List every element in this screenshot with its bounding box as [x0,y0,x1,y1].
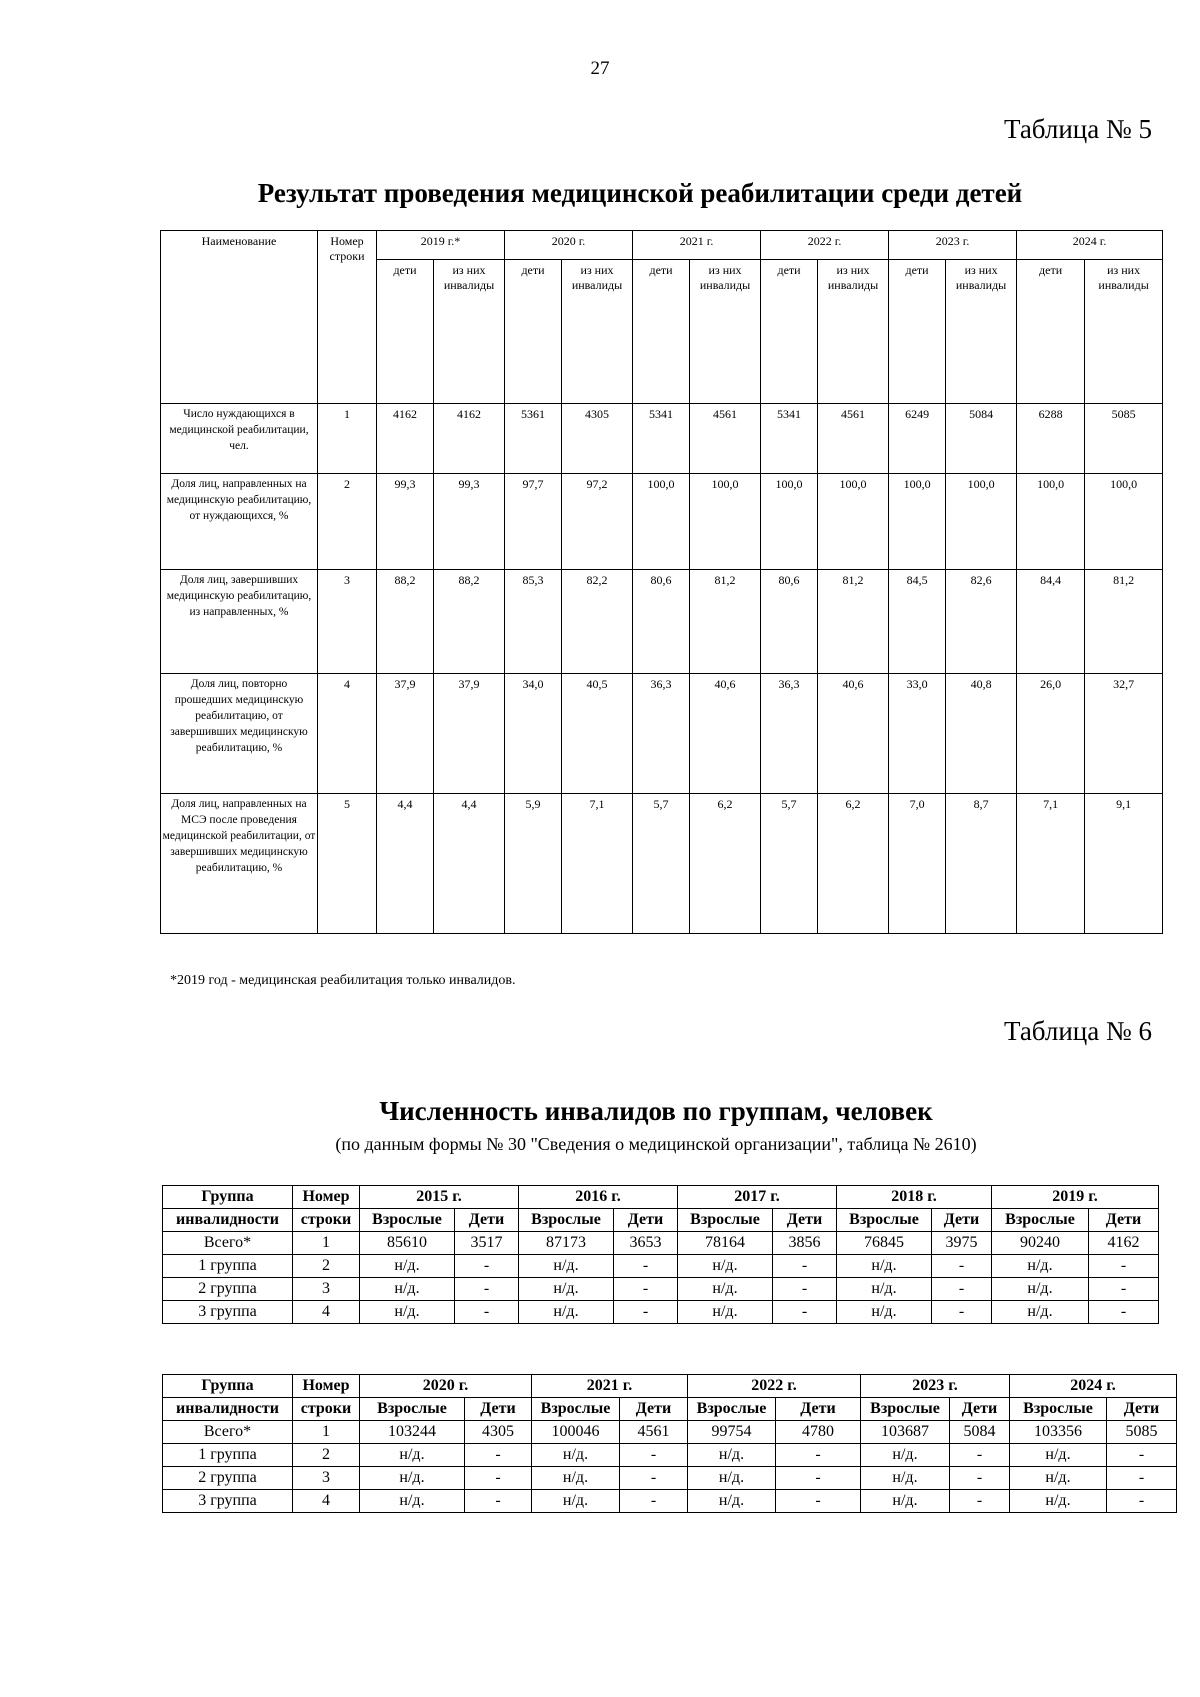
table5-header-year: 2020 г. [505,231,633,260]
table6-cell: н/д. [837,1278,932,1301]
table5-cell: 84,5 [889,570,946,674]
table5-sub-children: дети [1017,260,1085,404]
table5-cell: 80,6 [761,570,818,674]
table6-cell: - [932,1278,992,1301]
table5-cell: 80,6 [633,570,690,674]
table5-cell: 26,0 [1017,674,1085,794]
table6-cell: 4305 [465,1421,532,1444]
table5-row-number: 1 [318,404,377,474]
table6-cell: н/д. [688,1444,776,1467]
table6-cell: н/д. [519,1301,614,1324]
table-row [161,570,1163,674]
table6-cell: - [614,1255,678,1278]
table5-row-label: Доля лиц, завершивших медицинскую реабилитацию, из направленных, % [161,570,318,674]
table6-header-year: 2022 г. [688,1375,861,1398]
table-row [163,1421,1177,1444]
table6-cell: н/д. [861,1467,950,1490]
table6-cell: 4162 [1089,1232,1159,1255]
table6-cell: - [773,1278,837,1301]
table5-cell: 7,0 [889,794,946,934]
table6-header-children: Дети [1089,1209,1159,1232]
table6-cell: н/д. [532,1490,620,1513]
table6-cell: н/д. [360,1278,455,1301]
table5-cell: 100,0 [633,474,690,570]
table6-cell: - [455,1278,519,1301]
table6-group: 2 группа [163,1278,293,1301]
table5-sub-disabled: из них инвалиды [690,260,761,404]
table6-cell: 3856 [773,1232,837,1255]
table5-sub-disabled: из них инвалиды [434,260,505,404]
table6-cell: н/д. [1010,1490,1107,1513]
table6-cell: н/д. [992,1301,1089,1324]
table6-header-year: 2015 г. [360,1186,519,1209]
table6-cell: 87173 [519,1232,614,1255]
table6-cell: н/д. [837,1301,932,1324]
table5-cell: 7,1 [562,794,633,934]
table6-cell: - [932,1301,992,1324]
table-row [163,1278,1159,1301]
page-number: 27 [590,58,610,79]
table5-cell: 5361 [505,404,562,474]
table6-group: 3 группа [163,1301,293,1324]
table6-cell: - [776,1490,861,1513]
table5-cell: 5,9 [505,794,562,934]
table6-group: 3 группа [163,1490,293,1513]
table5-cell: 88,2 [377,570,434,674]
table6-header-year: 2017 г. [678,1186,837,1209]
table6-label: Таблица № 6 [1004,1016,1152,1046]
table6-header-adults: Взрослые [837,1209,932,1232]
table5 [160,230,1163,934]
table5-cell: 32,7 [1085,674,1163,794]
table6-header-group: Группа [163,1186,293,1209]
table6-header-children: Дети [1107,1398,1177,1421]
table5-cell: 81,2 [818,570,889,674]
table5-cell: 6,2 [690,794,761,934]
table6-header-children: Дети [465,1398,532,1421]
table6-cell: 85610 [360,1232,455,1255]
table5-cell: 97,2 [562,474,633,570]
table5-cell: 37,9 [434,674,505,794]
table6-cell: н/д. [678,1278,773,1301]
table6-header-group-2: инвалидности [163,1209,293,1232]
table5-row-number: 4 [318,674,377,794]
table6-cell: н/д. [532,1467,620,1490]
table5-cell: 37,9 [377,674,434,794]
table6-cell: - [1089,1301,1159,1324]
table6-cell: н/д. [360,1255,455,1278]
table6-group: 1 группа [163,1255,293,1278]
table6-part1 [162,1185,1159,1324]
table6-cell: н/д. [360,1444,465,1467]
table6-cell: - [932,1255,992,1278]
table5-sub-children: дети [761,260,818,404]
table5-cell: 100,0 [761,474,818,570]
table5-cell: 4,4 [377,794,434,934]
table6-cell: н/д. [360,1301,455,1324]
table5-cell: 40,5 [562,674,633,794]
table6-cell: - [620,1490,688,1513]
table6-row-number: 2 [293,1255,360,1278]
table6-part2 [162,1374,1177,1513]
table6-cell: н/д. [861,1490,950,1513]
table6-cell: н/д. [678,1255,773,1278]
table5-cell: 40,8 [946,674,1017,794]
table5-cell: 8,7 [946,794,1017,934]
table5-header-year: 2022 г. [761,231,889,260]
table6-header-children: Дети [950,1398,1010,1421]
table6-header-number: Номер [293,1375,360,1398]
table6-cell: - [1089,1278,1159,1301]
table5-row-label: Доля лиц, повторно прошедших медицинскую реабилитацию, от завершивших медицинскую реабилитацию, % [161,674,318,794]
table5-row-number: 3 [318,570,377,674]
table5-cell: 5,7 [761,794,818,934]
table6-cell: - [776,1444,861,1467]
table6-cell: 4561 [620,1421,688,1444]
table6-cell: н/д. [1010,1444,1107,1467]
table6-cell: н/д. [678,1301,773,1324]
table6-header-year: 2016 г. [519,1186,678,1209]
table5-footnote: *2019 год - медицинская реабилитация только инвалидов. [170,973,516,988]
table5-cell: 100,0 [1017,474,1085,570]
table6-header-number-2: строки [293,1398,360,1421]
table5-header-row [161,231,1163,260]
table6-header-children: Дети [620,1398,688,1421]
table6-header-children: Дети [776,1398,861,1421]
table5-cell: 34,0 [505,674,562,794]
table6-header-adults: Взрослые [360,1398,465,1421]
table6-cell: - [614,1278,678,1301]
table6-cell: - [950,1490,1010,1513]
table6-cell: 76845 [837,1232,932,1255]
table6-title: Численность инвалидов по группам, человек [379,1096,933,1126]
table6-header-adults: Взрослые [519,1209,614,1232]
table6-header-children: Дети [932,1209,992,1232]
table5-cell: 4,4 [434,794,505,934]
table6-group: Всего* [163,1421,293,1444]
table5-cell: 5341 [761,404,818,474]
table5-header-row-number: Номер строки [318,231,377,404]
table6-cell: - [776,1467,861,1490]
table5-sub-disabled: из них инвалиды [1085,260,1163,404]
table6-cell: - [455,1255,519,1278]
table6-cell: н/д. [360,1467,465,1490]
table5-sub-children: дети [505,260,562,404]
table5-cell: 4162 [377,404,434,474]
table6-cell: н/д. [519,1255,614,1278]
table5-row-number: 2 [318,474,377,570]
table6-cell: - [1107,1490,1177,1513]
table6-cell: - [1089,1255,1159,1278]
table5-header-year: 2024 г. [1017,231,1163,260]
table5-cell: 84,4 [1017,570,1085,674]
table5-cell: 9,1 [1085,794,1163,934]
table6-row-number: 3 [293,1467,360,1490]
table6-cell: 100046 [532,1421,620,1444]
table6-cell: н/д. [1010,1467,1107,1490]
table5-cell: 5084 [946,404,1017,474]
table5-cell: 100,0 [946,474,1017,570]
table6-header-adults: Взрослые [678,1209,773,1232]
table6-header-group: Группа [163,1375,293,1398]
table6-header-adults: Взрослые [861,1398,950,1421]
table6-cell: 5084 [950,1421,1010,1444]
table5-row-label: Доля лиц, направленных на МСЭ после проведения медицинской реабилитации, от завершивших медицинскую реабилитацию, % [161,794,318,934]
table6-cell: - [614,1301,678,1324]
table5-cell: 40,6 [690,674,761,794]
table5-cell: 36,3 [633,674,690,794]
table6-row-number: 3 [293,1278,360,1301]
table5-cell: 81,2 [690,570,761,674]
table6-cell: 103356 [1010,1421,1107,1444]
table6-cell: н/д. [992,1255,1089,1278]
table6-subtitle: (по данным формы № 30 "Сведения о медицинской организации", таблица № 2610) [335,1134,977,1154]
table5-row-label: Число нуждающихся в медицинской реабилитации, чел. [161,404,318,474]
table6-header-year: 2019 г. [992,1186,1159,1209]
table6-cell: н/д. [688,1490,776,1513]
table6-cell: - [465,1444,532,1467]
table5-cell: 36,3 [761,674,818,794]
table5-cell: 4561 [690,404,761,474]
table5-cell: 82,2 [562,570,633,674]
table6-header-adults: Взрослые [688,1398,776,1421]
table6-group: Всего* [163,1232,293,1255]
table6-cell: 3653 [614,1232,678,1255]
table6-cell: н/д. [519,1278,614,1301]
table-row [163,1255,1159,1278]
table6-row-number: 4 [293,1301,360,1324]
table-row [161,474,1163,570]
table6-header-number-2: строки [293,1209,360,1232]
table6-header-group-2: инвалидности [163,1398,293,1421]
table5-sub-children: дети [889,260,946,404]
table6-cell: 103687 [861,1421,950,1444]
table-row [163,1301,1159,1324]
table-row [163,1444,1177,1467]
table6-cell: - [950,1467,1010,1490]
table5-header-name: Наименование [161,231,318,404]
table5-cell: 100,0 [889,474,946,570]
table6-cell: - [1107,1467,1177,1490]
table6-cell: - [465,1490,532,1513]
table-row [163,1467,1177,1490]
table6-cell: н/д. [861,1444,950,1467]
table-row [161,404,1163,474]
table5-cell: 81,2 [1085,570,1163,674]
table5-title: Результат проведения медицинской реабилитации среди детей [257,178,1023,208]
table5-cell: 5341 [633,404,690,474]
table6-header-adults: Взрослые [1010,1398,1107,1421]
table5-cell: 4162 [434,404,505,474]
table6-header-adults: Взрослые [360,1209,455,1232]
table5-sub-children: дети [377,260,434,404]
table6-cell: - [950,1444,1010,1467]
table5-header-year: 2021 г. [633,231,761,260]
table6-header-children: Дети [614,1209,678,1232]
table6-cell: - [455,1301,519,1324]
table5-cell: 33,0 [889,674,946,794]
table5-cell: 7,1 [1017,794,1085,934]
table5-cell: 5085 [1085,404,1163,474]
table-row [163,1490,1177,1513]
table6-header-year: 2020 г. [360,1375,532,1398]
table6-header-number: Номер [293,1186,360,1209]
table6-cell: н/д. [688,1467,776,1490]
table6-cell: 90240 [992,1232,1089,1255]
table6-row-number: 1 [293,1232,360,1255]
table5-cell: 5,7 [633,794,690,934]
table6-header-children: Дети [455,1209,519,1232]
table6-header-year: 2021 г. [532,1375,688,1398]
table-row [163,1232,1159,1255]
table5-header-year: 2023 г. [889,231,1017,260]
table5-cell: 99,3 [377,474,434,570]
table5-cell: 40,6 [818,674,889,794]
table6-header-year: 2023 г. [861,1375,1010,1398]
table6-cell: - [773,1301,837,1324]
table6-cell: 5085 [1107,1421,1177,1444]
table5-cell: 100,0 [1085,474,1163,570]
table6-cell: - [1107,1444,1177,1467]
table6-cell: 3517 [455,1232,519,1255]
table6-group: 1 группа [163,1444,293,1467]
table6-cell: 103244 [360,1421,465,1444]
table6-cell: - [465,1467,532,1490]
table6-row-number: 2 [293,1444,360,1467]
table5-header-year: 2019 г.* [377,231,505,260]
table6-cell: - [773,1255,837,1278]
table5-cell: 4305 [562,404,633,474]
table-row [161,794,1163,934]
table6-cell: 99754 [688,1421,776,1444]
table5-sub-disabled: из них инвалиды [946,260,1017,404]
table6-cell: 3975 [932,1232,992,1255]
table5-cell: 97,7 [505,474,562,570]
table5-sub-children: дети [633,260,690,404]
table5-label: Таблица № 5 [1004,114,1152,144]
table5-sub-disabled: из них инвалиды [562,260,633,404]
table5-cell: 6,2 [818,794,889,934]
table5-cell: 100,0 [690,474,761,570]
table5-cell: 85,3 [505,570,562,674]
table6-cell: н/д. [532,1444,620,1467]
table6-row-number: 4 [293,1490,360,1513]
table6-row-number: 1 [293,1421,360,1444]
table5-cell: 100,0 [818,474,889,570]
table6-header-year: 2024 г. [1010,1375,1177,1398]
table6-group: 2 группа [163,1467,293,1490]
table5-row-label: Доля лиц, направленных на медицинскую реабилитацию, от нуждающихся, % [161,474,318,570]
table-row [161,674,1163,794]
table5-row-number: 5 [318,794,377,934]
table5-sub-disabled: из них инвалиды [818,260,889,404]
table6-cell: н/д. [360,1490,465,1513]
table6-cell: - [620,1467,688,1490]
table5-cell: 88,2 [434,570,505,674]
table6-header-year: 2018 г. [837,1186,992,1209]
table5-cell: 6288 [1017,404,1085,474]
table6-cell: 4780 [776,1421,861,1444]
table6-cell: - [620,1444,688,1467]
table5-cell: 6249 [889,404,946,474]
table6-cell: н/д. [837,1255,932,1278]
table6-header-children: Дети [773,1209,837,1232]
table6-header-adults: Взрослые [532,1398,620,1421]
table5-cell: 82,6 [946,570,1017,674]
table6-header-adults: Взрослые [992,1209,1089,1232]
table6-cell: 78164 [678,1232,773,1255]
table5-cell: 99,3 [434,474,505,570]
table5-cell: 4561 [818,404,889,474]
table6-cell: н/д. [992,1278,1089,1301]
